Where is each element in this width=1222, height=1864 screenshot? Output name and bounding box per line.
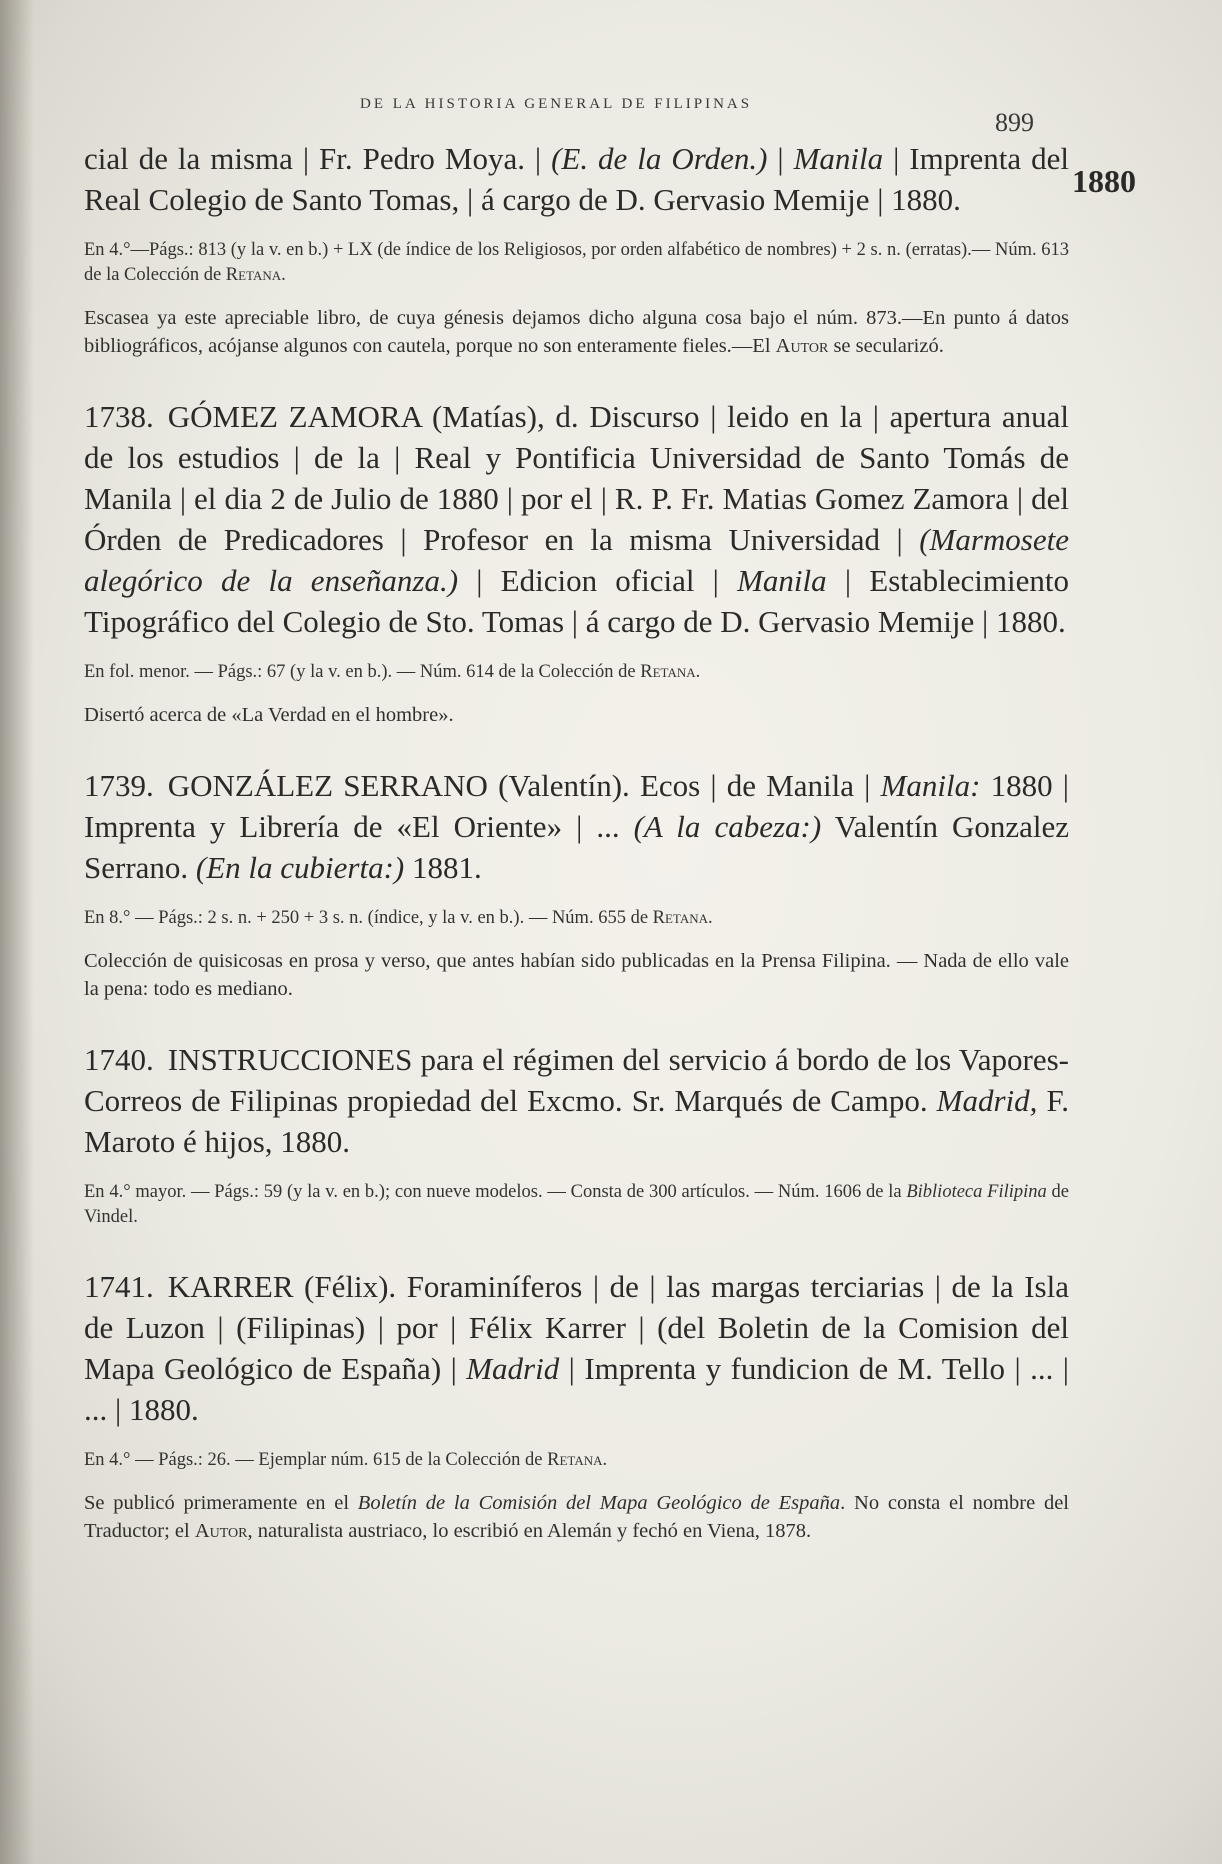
entry-title: 1739. GONZÁLEZ SERRANO (Valentín). Ecos | de Manila | Manila: 1880 | Imprenta y Librería de «El Oriente» | ... (A la cabeza:) Valentín Gonzalez Serrano. (En la cubierta:) 1881. (84, 768, 1069, 885)
running-header: DE LA HISTORIA GENERAL DE FILIPINAS (360, 96, 753, 112)
entry-note: En fol. menor. — Págs.: 67 (y la v. en b.). — Núm. 614 de la Colección de Retana. (84, 662, 701, 682)
page-edge-shadow (0, 0, 34, 1864)
entry-title: 1738. GÓMEZ ZAMORA (Matías), d. Discurso | leido en la | apertura anual de los estudios | de la | Real y Pontificia Universidad de Santo Tomás de Manila | el dia 2 de Julio de 1880 | por el | R. P. Fr. Matias Gomez Zamora | del Órden de Predicadores | Profesor en la misma Universidad | (Marmosete alegórico de la enseñanza.) | Edicion oficial | Manila | Establecimiento Tipográfico del Colegio de Sto. Tomas | á cargo de D. Gervasio Memije | 1880. (84, 399, 1069, 639)
entry-number: 1741. (84, 1269, 154, 1304)
entry-note: En 8.° — Págs.: 2 s. n. + 250 + 3 s. n. (índice, y la v. en b.). — Núm. 655 de Retana. (84, 908, 713, 928)
entry-note: En 4.°—Págs.: 813 (y la v. en b.) + LX (de índice de los Religiosos, por orden alfabético de nombres) + 2 s. n. (erratas).— Núm. 613 de la Colección de Retana. (84, 240, 1069, 285)
entry-title: 1741. KARRER (Félix). Foraminíferos | de | las margas terciarias | de la Isla de Luzon | (Filipinas) | por | Félix Karrer | (del Boletin de la Comision del Mapa Geológico de España) | Madrid | Imprenta y fundicion de M. Tello | ... | ... | 1880. (84, 1269, 1069, 1427)
entry-number: 1739. (84, 768, 154, 803)
entry-number: 1738. (84, 399, 154, 434)
entry-comment: Colección de quisicosas en prosa y verso, que antes habían sido publicadas en la Prensa Filipina. — Nada de ello vale la pena: todo es mediano. (84, 950, 1069, 1000)
margin-year: 1880 (1072, 163, 1136, 199)
entry-note: En 4.° — Págs.: 26. — Ejemplar núm. 615 de la Colección de Retana. (84, 1450, 608, 1470)
entry-comment: Disertó acerca de «La Verdad en el hombre». (84, 704, 454, 726)
entry-1740 (84, 1039, 1069, 1230)
entry-comment: Se publicó primeramente en el Boletín de la Comisión del Mapa Geológico de España. No consta el nombre del Traductor; el Autor, naturalista austriaco, lo escribió en Alemán y fechó en Viena, 1878. (84, 1492, 1069, 1542)
page-number: 899 (995, 108, 1034, 137)
entry-1738 (84, 396, 1069, 729)
entry-1739 (84, 765, 1069, 1003)
page-content (84, 138, 1069, 1545)
entry-continuation (84, 138, 1069, 360)
entry-1741 (84, 1266, 1069, 1545)
entry-number: 1740. (84, 1042, 154, 1077)
entry-note: En 4.° mayor. — Págs.: 59 (y la v. en b.); con nueve modelos. — Consta de 300 artículos. — Núm. 1606 de la Biblioteca Filipina de Vindel. (84, 1182, 1069, 1227)
entry-title: 1740. INSTRUCCIONES para el régimen del servicio á bordo de los Vapores-Correos de Filipinas propiedad del Excmo. Sr. Marqués de Campo. Madrid, F. Maroto é hijos, 1880. (84, 1042, 1070, 1159)
entry-title: cial de la misma | Fr. Pedro Moya. | (E. de la Orden.) | Manila | Imprenta del Real Colegio de Santo Tomas, | á cargo de D. Gervasio Memije | 1880. (84, 141, 1069, 217)
entry-comment: Escasea ya este apreciable libro, de cuya génesis dejamos dicho alguna cosa bajo el núm. 873.—En punto á datos bibliográficos, acójanse algunos con cautela, porque no son enteramente fieles.—El Autor se secularizó. (84, 307, 1069, 357)
